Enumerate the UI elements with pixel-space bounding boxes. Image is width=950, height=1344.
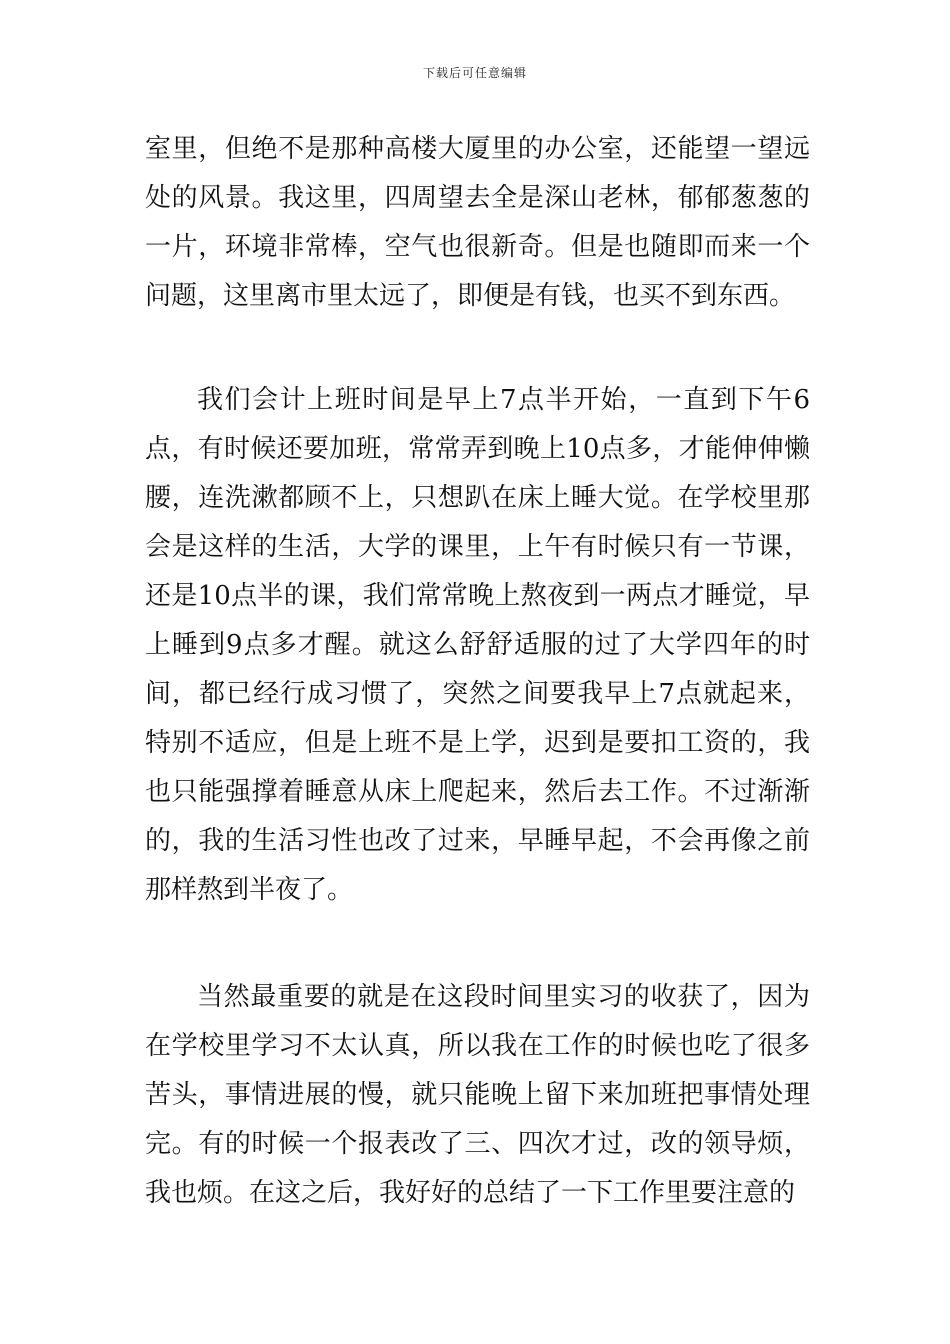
paragraph-1: 室里，但绝不是那种高楼大厦里的办公室，还能望一望远处的风景。我这里，四周望去全是深山老林，郁郁葱葱的一片，环境非常棒，空气也很新奇。但是也随即而来一个问题，这里离市里太远了，即便是有钱，也买不到东西。 bbox=[145, 134, 810, 311]
header-note: 下载后可任意编辑 bbox=[422, 66, 527, 80]
paragraph-3: 当然最重要的就是在这段时间里实习的收获了，因为在学校里学习不太认真，所以我在工作的时候也吃了很多苦头，事情进展的慢，就只能晚上留下来加班把事情处理完。有的时候一个报表改了三、四次才过，改的领导烦，我也烦。在这之后，我好好的总结了一下工作里要注意的 bbox=[145, 982, 810, 1208]
paragraph-2: 我们会计上班时间是早上7点半开始，一直到下午6点，有时候还要加班，常常弄到晚上10点多，才能伸伸懒腰，连洗漱都顾不上，只想趴在床上睡大觉。在学校里那会是这样的生活，大学的课里，上午有时候只有一节课，还是10点半的课，我们常常晚上熬夜到一两点才睡觉，早上睡到9点多才醒。就这么舒舒适服的过了大学四年的时间，都已经行成习惯了，突然之间要我早上7点就起来，特别不适应，但是上班不是上学，迟到是要扣工资的，我也只能强撑着睡意从床上爬起来，然后去工作。不过渐渐的，我的生活习性也改了过来，早睡早起，不会再像之前那样熬到半夜了。 bbox=[145, 385, 810, 905]
